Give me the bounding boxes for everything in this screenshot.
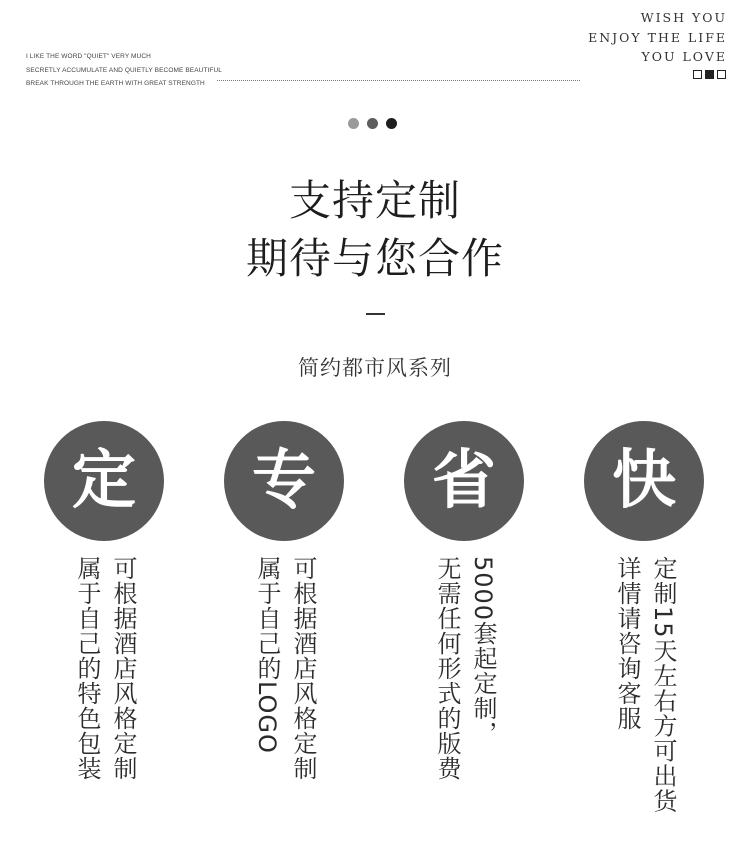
motto-line: YOU LOVE (641, 49, 727, 64)
feature-exclusive (224, 421, 344, 781)
tagline-line: SECRETLY ACCUMULATE AND QUIETLY BECOME BEAUTIFUL (26, 66, 222, 74)
feature-description (404, 556, 524, 846)
feature-char: 快 (612, 443, 676, 518)
square-ornament (693, 70, 726, 79)
feature-text-column: 属于自己的LOGO (253, 556, 281, 754)
feature-char: 定 (72, 443, 136, 518)
feature-save (404, 421, 524, 781)
feature-circle (224, 421, 344, 541)
dotted-divider (217, 80, 580, 81)
feature-description (224, 556, 344, 846)
feature-description (584, 556, 704, 846)
feature-text-column: 5000套起定制， (469, 556, 497, 747)
dot-ornament (348, 118, 397, 129)
main-title-line-1: 支持定制 (288, 176, 461, 225)
series-subtitle: 简约都市风系列 (298, 356, 452, 380)
feature-circle (404, 421, 524, 541)
tagline-line: I LIKE THE WORD "QUIET" VERY MUCH (26, 53, 151, 60)
motto-line: ENJOY THE LIFE (588, 29, 727, 45)
outline-square-icon (717, 70, 726, 79)
main-title-line-2: 期待与您合作 (245, 234, 504, 283)
feature-text-column: 属于自己的特色包装 (73, 556, 101, 781)
feature-circle (44, 421, 164, 541)
dot-dark (386, 118, 397, 129)
short-dash-divider (366, 313, 385, 315)
feature-fast (584, 421, 704, 814)
feature-circle (584, 421, 704, 541)
feature-text-column: 无需任何形式的版费 (433, 556, 461, 781)
filled-square-icon (705, 70, 714, 79)
feature-text-column: 详情请咨询客服 (613, 556, 641, 731)
english-tagline (26, 50, 222, 91)
feature-text-column: 可根据酒店风格定制 (109, 556, 137, 781)
motto-text (588, 8, 727, 67)
motto-line: WISH YOU (640, 10, 727, 25)
feature-text-column: 定制15天左右方可出货 (649, 556, 677, 814)
feature-custom (44, 421, 164, 781)
dot-light (348, 118, 359, 129)
feature-char: 专 (252, 443, 316, 518)
feature-text-column: 可根据酒店风格定制 (289, 556, 317, 781)
outline-square-icon (693, 70, 702, 79)
dot-medium (367, 118, 378, 129)
feature-char: 省 (432, 443, 496, 518)
feature-description (44, 556, 164, 846)
tagline-line: BREAK THROUGH THE EARTH WITH GREAT STRENGTH (26, 80, 205, 87)
